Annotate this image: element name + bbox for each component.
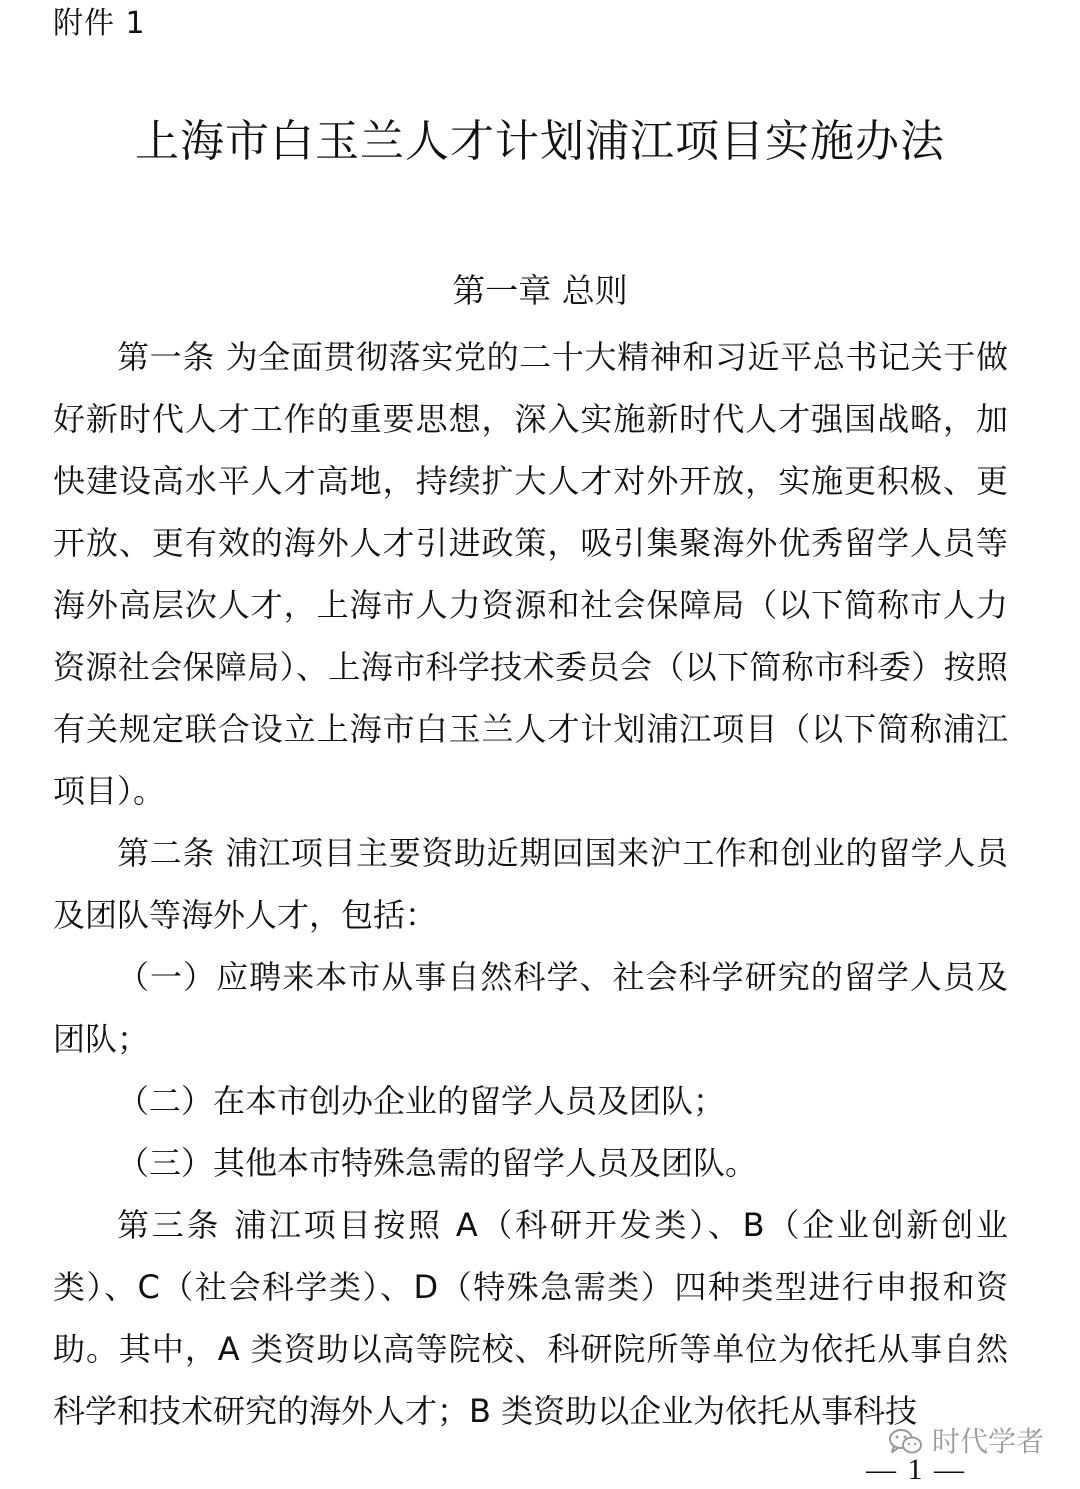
chapter-title: 第一章 总则: [452, 271, 628, 310]
article-1-paragraph: 第一条 为全面贯彻落实党的二十大精神和习近平总书记关于做好新时代人才工作的重要思想，深入实施新时代人才强国战略，加快建设高水平人才高地，持续扩大人才对外开放，实施更积极、更开放、更有效的海外人才引进政策，吸引集聚海外优秀留学人员等海外高层次人才，上海市人力资源和社会保障局（以下简称市人力资源社会保障局）、上海市科学技术委员会（以下简称市科委）按照有关规定联合设立上海市白玉兰人才计划浦江项目（以下简称浦江项目）。: [53, 338, 1008, 810]
watermark-text: 时代学者: [931, 1425, 1044, 1458]
attachment-label: 附件 1: [53, 6, 146, 41]
list-item-1: （一）应聘来本市从事自然科学、社会科学研究的留学人员及团队；: [53, 958, 1008, 1058]
page-number: — 1 —: [866, 1453, 966, 1486]
document-title: 上海市白玉兰人才计划浦江项目实施办法: [135, 116, 945, 167]
article-2-paragraph: 第二条 浦江项目主要资助近期回国来沪工作和创业的留学人员及团队等海外人才，包括：: [53, 834, 1008, 934]
list-item-2: （二）在本市创办企业的留学人员及团队；: [117, 1082, 726, 1120]
document-body: [53, 326, 1008, 1442]
list-item-3: （三）其他本市特殊急需的留学人员及团队。: [117, 1144, 758, 1182]
article-3-paragraph: 第三条 浦江项目按照 A（科研开发类）、B（企业创新创业类）、C（社会科学类）、D（特殊急需类）四种类型进行申报和资助。其中，A 类资助以高等院校、科研院所等单位为依托从事自然科学和技术研究的海外人才；B 类资助以企业为依托从事科技: [53, 1206, 1008, 1430]
